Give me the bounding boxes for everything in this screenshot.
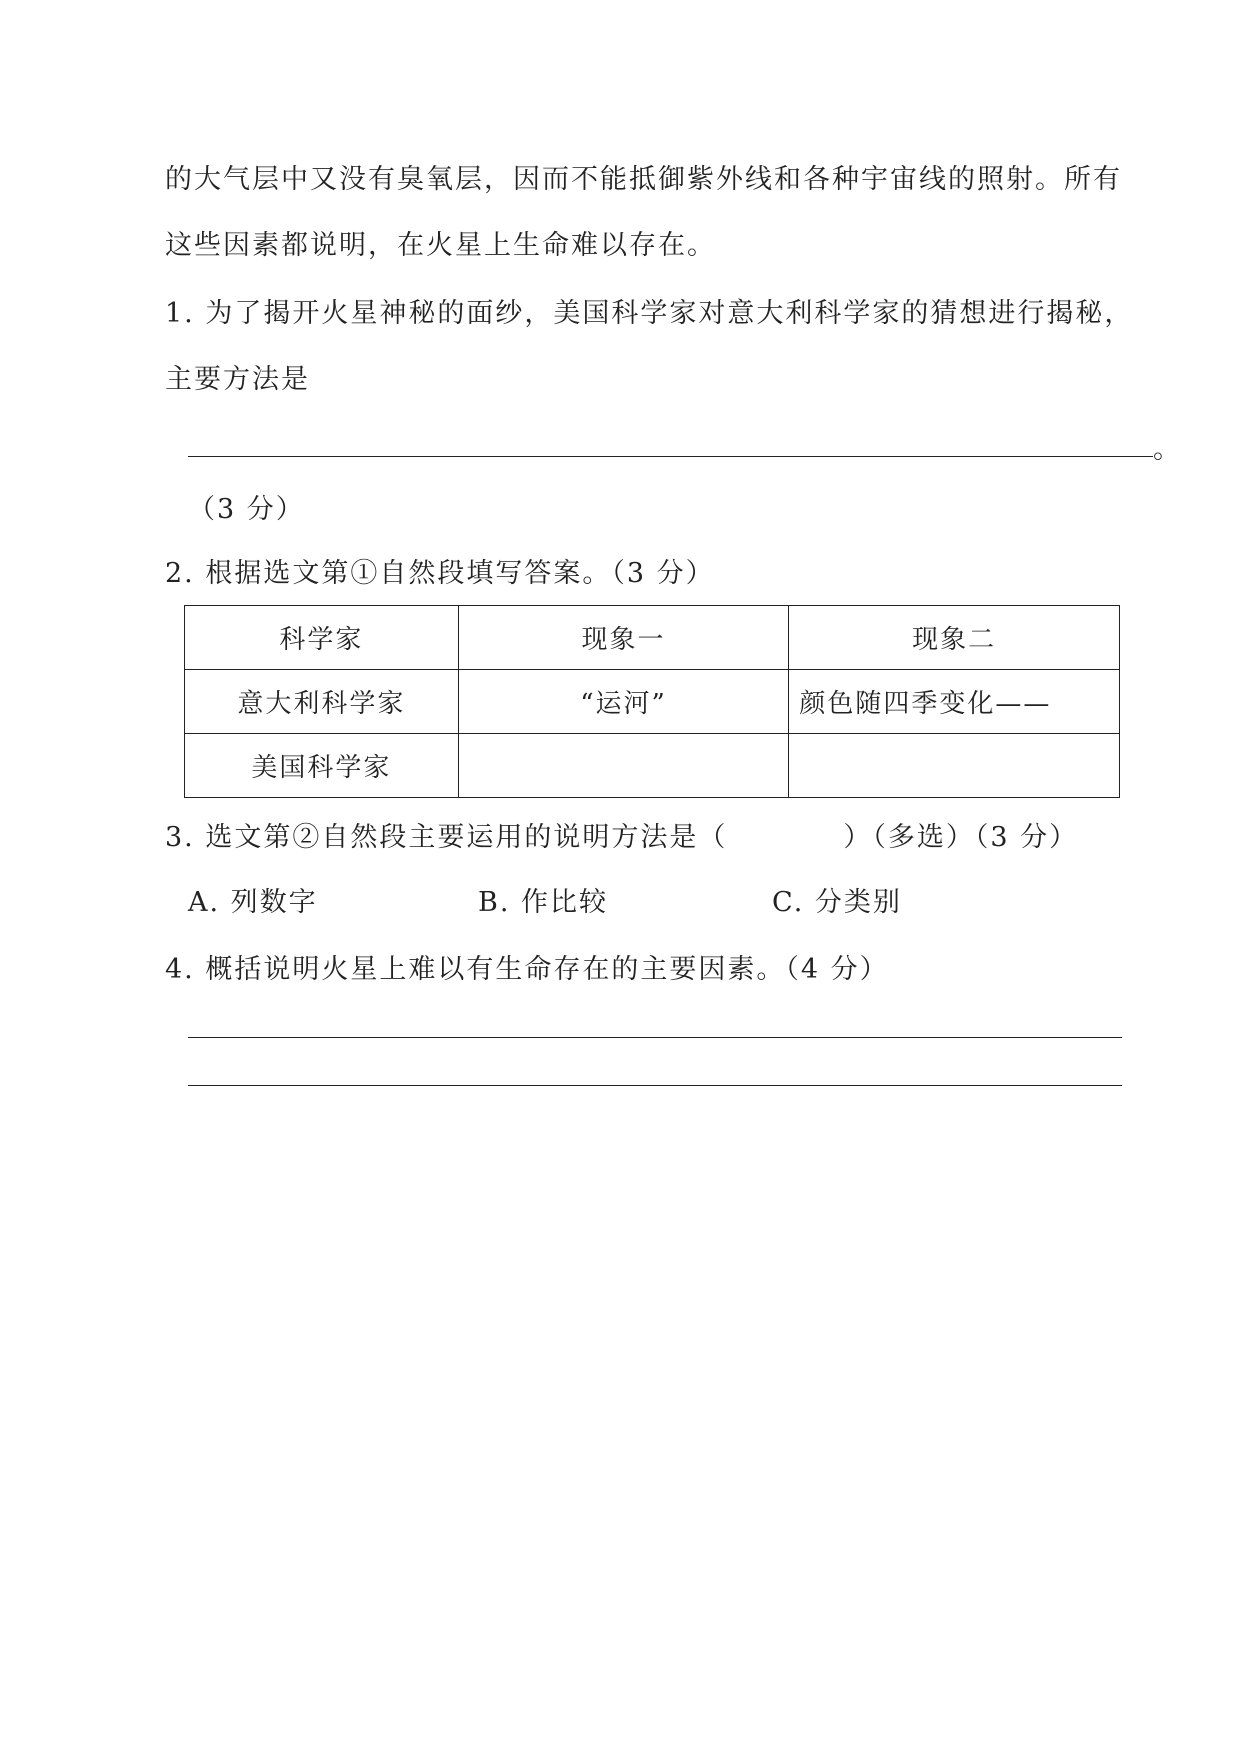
table-answer-cell[interactable] — [458, 734, 789, 798]
option-c[interactable]: C. 分类别 — [772, 887, 902, 918]
question-1-answer-line[interactable] — [188, 456, 1153, 457]
table-cell: 意大利科学家 — [185, 670, 459, 734]
option-b[interactable]: B. 作比较 — [478, 887, 609, 918]
question-4-text: 4. 概括说明火星上难以有生命存在的主要因素。（4 分） — [165, 954, 889, 985]
table-cell: 美国科学家 — [185, 734, 459, 798]
question-1-line-2: 主要方法是 — [165, 364, 310, 395]
table-row — [185, 670, 1120, 734]
question-1-score: （3 分） — [188, 494, 305, 525]
table-cell: “运河” — [458, 670, 789, 734]
table-cell[interactable]: 颜色随四季变化—— — [789, 670, 1120, 734]
question-4-answer-line-2[interactable] — [188, 1085, 1122, 1086]
table-header-row — [185, 606, 1120, 670]
question-1-line-1: 1. 为了揭开火星神秘的面纱，美国科学家对意大利科学家的猜想进行揭秘， — [165, 298, 1134, 329]
answer-table — [184, 605, 1120, 798]
table-header-cell: 现象一 — [458, 606, 789, 670]
passage-line-2: 这些因素都说明，在火星上生命难以存在。 — [165, 230, 716, 261]
table-row — [185, 734, 1120, 798]
table-header-cell: 科学家 — [185, 606, 459, 670]
question-4-answer-line-1[interactable] — [188, 1037, 1122, 1038]
passage-line-1: 的大气层中又没有臭氧层，因而不能抵御紫外线和各种宇宙线的照射。所有 — [165, 164, 1122, 195]
question-1-end-mark: 。 — [1153, 434, 1180, 465]
table-header-cell: 现象二 — [789, 606, 1120, 670]
table-answer-cell[interactable] — [789, 734, 1120, 798]
question-3-text: 3. 选文第②自然段主要运用的说明方法是（ ）（多选）（3 分） — [165, 822, 1079, 853]
question-2-text: 2. 根据选文第①自然段填写答案。（3 分） — [165, 558, 715, 589]
option-a[interactable]: A. 列数字 — [188, 887, 318, 918]
